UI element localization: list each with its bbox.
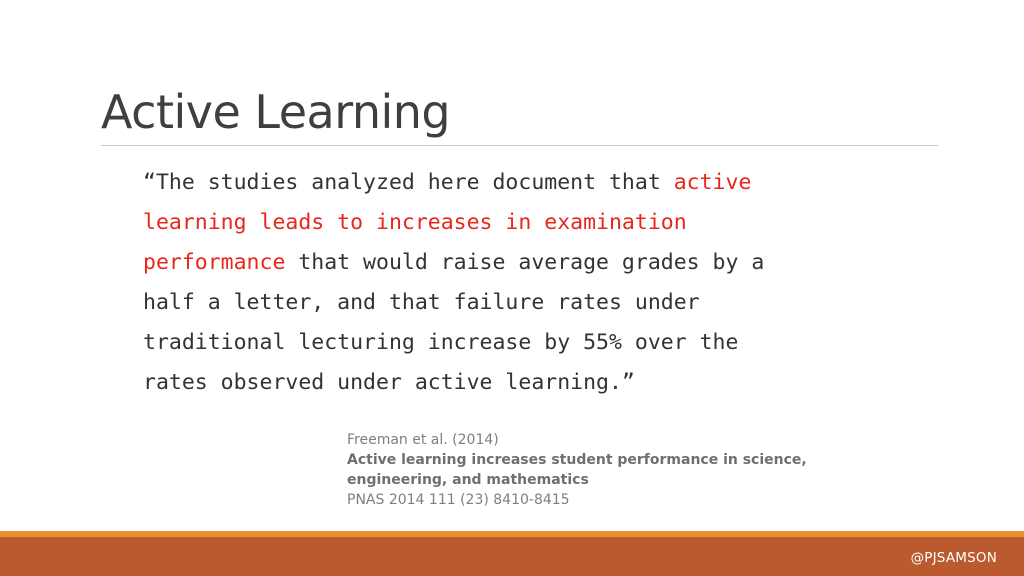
quote-text: “The studies analyzed here document that <box>143 170 674 195</box>
quote-line <box>143 283 923 323</box>
citation-authors: Freeman et al. (2014) <box>347 432 499 448</box>
quote-line <box>143 323 923 363</box>
slide-title: Active Learning <box>101 85 451 139</box>
footer-bar <box>0 537 1024 576</box>
quote-line <box>143 163 923 203</box>
citation-block <box>347 430 867 510</box>
quote-text: rates observed under active learning.” <box>143 370 635 395</box>
quote-highlight: learning leads to increases in examination <box>143 210 687 235</box>
title-divider <box>101 145 938 146</box>
quote-highlight: performance <box>143 250 286 275</box>
quote-line <box>143 203 923 243</box>
quote-text: traditional lecturing increase by 55% over the <box>143 330 739 355</box>
quote-text: that would raise average grades by a <box>285 250 765 275</box>
citation-title-line-1: Active learning increases student performance in science, <box>347 452 807 468</box>
quote-block <box>143 163 923 403</box>
author-handle: @PJSAMSON <box>910 550 997 566</box>
quote-text: half a letter, and that failure rates under <box>143 290 700 315</box>
quote-line <box>143 243 923 283</box>
quote-highlight: active <box>673 170 752 195</box>
citation-title-line-2: engineering, and mathematics <box>347 472 589 488</box>
quote-line <box>143 363 923 403</box>
citation-journal: PNAS 2014 111 (23) 8410-8415 <box>347 492 570 508</box>
